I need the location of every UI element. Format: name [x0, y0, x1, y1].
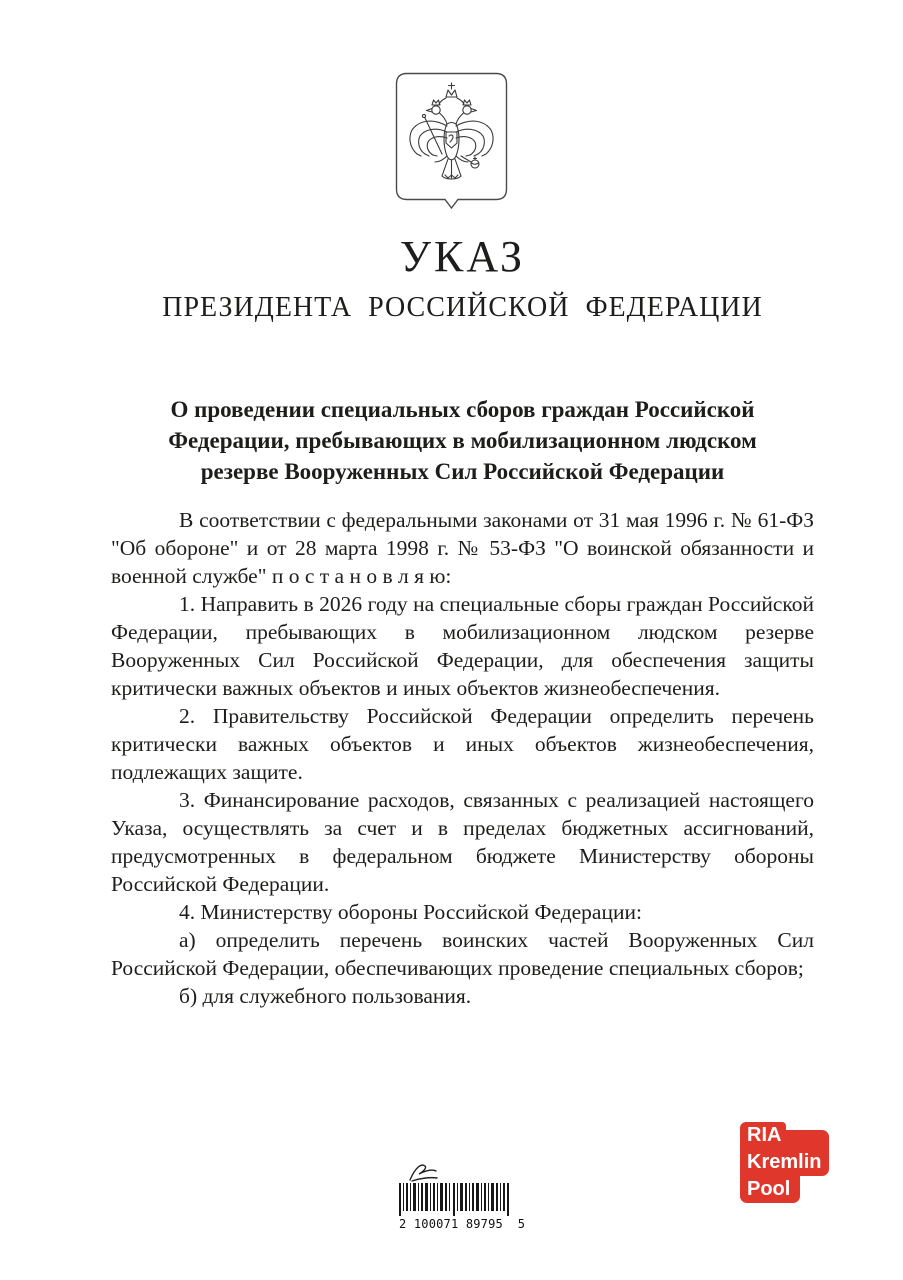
decree-paragraph-4: 4. Министерству обороны Российской Федерации:	[179, 900, 642, 924]
decree-type-title: УКАЗ	[399, 232, 526, 281]
decree-paragraph-1: 1. Направить в 2026 году на специальные сборы граждан Российской Федерации, пребывающих в мобилизационном людском резерве Вооруженных Сил Российской Федерации, для обеспечения защиты критически важных объектов и иных объектов жизнеобеспечения.	[111, 592, 814, 700]
decree-issuer-title: ПРЕЗИДЕНТА РОССИЙСКОЙ ФЕДЕРАЦИИ	[162, 292, 763, 323]
decree-paragraph-4a: а) определить перечень воинских частей Вооруженных Сил Российской Федерации, обеспечивающих проведение специальных сборов;	[111, 928, 814, 980]
decree-paragraph-2: 2. Правительству Российской Федерации определить перечень критически важных объектов и иных объектов жизнеобеспечения, подлежащих защите.	[111, 704, 814, 784]
decree-paragraph-4b: б) для служебного пользования.	[179, 984, 472, 1008]
ria-kremlin-pool-badge	[740, 1122, 832, 1203]
badge-step-shape	[786, 1130, 829, 1150]
badge-line-kremlin-text: Kremlin	[747, 1151, 822, 1173]
barcode-digits: 2 100071 89795 5	[399, 1217, 526, 1231]
signature-squiggle-icon	[406, 1160, 442, 1184]
decree-paragraph-preamble: В соответствии с федеральными законами от 31 мая 1996 г. № 61-ФЗ "Об обороне" и от 28 марта 1998 г. № 53-ФЗ "О воинской обязанности и военной службе" п о с т а н о в л я ю:	[111, 508, 814, 588]
coat-of-arms-icon	[395, 72, 508, 213]
barcode-block	[399, 1160, 529, 1231]
badge-line-pool: Pool	[740, 1176, 800, 1203]
badge-line-ria: RIA	[740, 1122, 786, 1149]
barcode-icon	[399, 1183, 511, 1217]
decree-body	[111, 506, 814, 1010]
decree-paragraph-3: 3. Финансирование расходов, связанных с реализацией настоящего Указа, осуществлять за счет и в пределах бюджетных ассигнований, предусмотренных в федеральном бюджете Министерству обороны Российской Федерации.	[111, 788, 814, 896]
badge-line-kremlin	[740, 1149, 829, 1176]
decree-subject: О проведении специальных сборов граждан Российской Федерации, пребывающих в мобилизационном людском резерве Вооруженных Сил Российской Федерации	[168, 397, 757, 484]
